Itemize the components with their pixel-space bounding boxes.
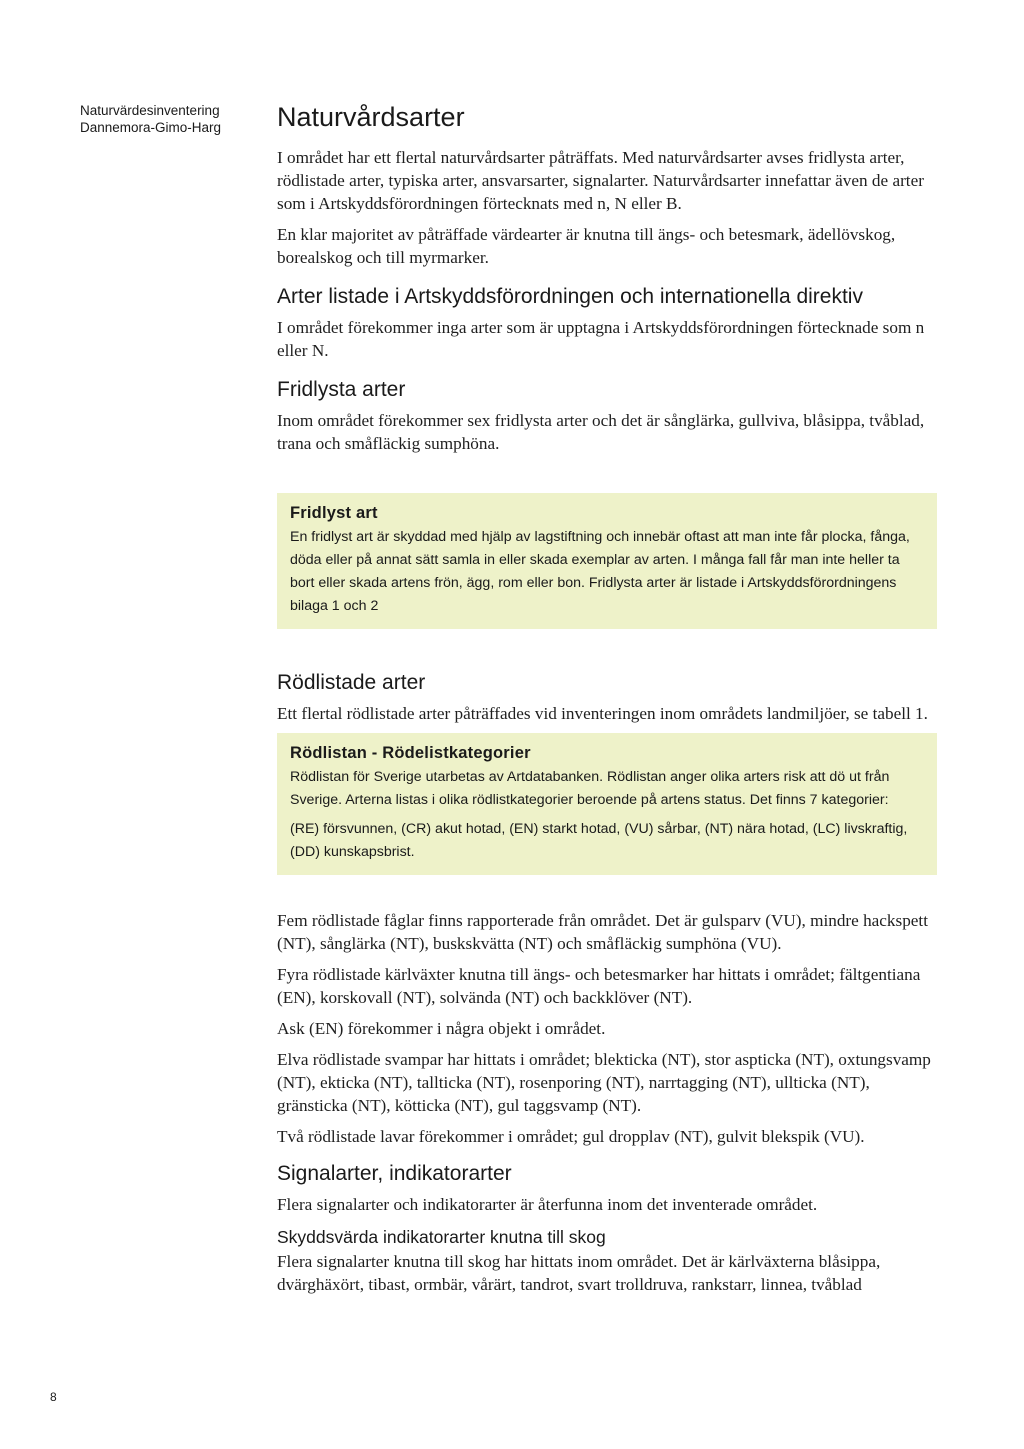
fridlyst-box-title: Fridlyst art [290, 504, 378, 522]
running-header-line1: Naturvärdesinventering [80, 103, 220, 118]
rodlistan-box-text-2: (RE) försvunnen, (CR) akut hotad, (EN) starkt hotad, (VU) sårbar, (NT) nära hotad, (LC) livskraftig, (DD) kunskapsbrist. [290, 821, 908, 860]
heading-fridlysta: Fridlysta arter [277, 378, 406, 401]
fridlyst-box-text: En fridlyst art är skyddad med hjälp av lagstiftning och innebär oftast att man inte får plocka, fånga, döda eller på annat sätt samla in eller skada exemplar av arten. I många fall får man inte heller ta bort eller skada artens frön, ägg, rom eller bon. Fridlysta arter är listade i Artskyddsförordningens bilaga 1 och 2 [290, 529, 910, 614]
fridlysta-paragraph: Inom området förekommer sex fridlysta arter och det är sånglärka, gullviva, blåsippa, tvåblad, trana och småfläckig sumphöna. [277, 411, 925, 453]
rodlistade-faglar-paragraph: Fem rödlistade fåglar finns rapporterade från området. Det är gulsparv (VU), mindre hackspett (NT), sånglärka (NT), buskskvätta (NT) och småfläckig sumphöna (VU). [277, 911, 928, 953]
heading-artskydd: Arter listade i Artskyddsförordningen och internationella direktiv [277, 285, 863, 308]
page-title: Naturvårdsarter [277, 102, 465, 132]
rodlistade-intro-paragraph: Ett flertal rödlistade arter påträffades vid inventeringen inom områdets landmiljöer, se tabell 1. [277, 704, 928, 723]
rodlistade-karlvaxter-paragraph: Fyra rödlistade kärlväxter knutna till ängs- och betesmarker har hittats i området; fältgentiana (EN), korskovall (NT), solvända (NT) och backklöver (NT). [277, 965, 921, 1007]
signalarter-paragraph: Flera signalarter och indikatorarter är återfunna inom det inventerade området. [277, 1195, 818, 1214]
ask-paragraph: Ask (EN) förekommer i några objekt i området. [277, 1019, 606, 1038]
intro-paragraph-1: I området har ett flertal naturvårdsarter påträffats. Med naturvårdsarter avses fridlysta arter, rödlistade arter, typiska arter, ansvarsarter, signalarter. Naturvårdsarter innefattar även de arter som i Artskyddsförordningen förtecknats med n, N eller B. [277, 148, 924, 213]
page-number: 8 [50, 1390, 57, 1404]
artskydd-paragraph: I området förekommer inga arter som är upptagna i Artskyddsförordningen förtecknade som n eller N. [277, 318, 925, 360]
rodlistade-lavar-paragraph: Två rödlistade lavar förekommer i området; gul dropplav (NT), gulvit blekspik (VU). [277, 1127, 865, 1146]
running-header-line2: Dannemora-Gimo-Harg [80, 120, 222, 135]
heading-rodlistade: Rödlistade arter [277, 671, 426, 694]
intro-paragraph-2: En klar majoritet av påträffade värdearter är knutna till ängs- och betesmark, ädellövskog, borealskog och till myrmarker. [277, 225, 896, 267]
heading-signalarter: Signalarter, indikatorarter [277, 1162, 512, 1185]
running-header [80, 102, 260, 136]
heading-skog: Skyddsvärda indikatorarter knutna till skog [277, 1227, 606, 1247]
skog-paragraph: Flera signalarter knutna till skog har hittats inom området. Det är kärlväxterna blåsippa, dvärghäxört, tibast, ormbär, vårärt, tandrot, svart trolldruva, rankstarr, linnea, tvåblad [277, 1252, 881, 1294]
rodlistan-box-title: Rödlistan - Rödelistkategorier [290, 744, 531, 762]
rodlistan-box-text-1: Rödlistan för Sverige utarbetas av Artdatabanken. Rödlistan anger olika arters risk att dö ut från Sverige. Arterna listas i olika rödlistkategorier beroende på artens status. Det finns 7 kategorier: [290, 769, 890, 808]
rodlistade-svampar-paragraph: Elva rödlistade svampar har hittats i området; blekticka (NT), stor aspticka (NT), oxtungsvamp (NT), ekticka (NT), tallticka (NT), rosenporing (NT), narrtagging (NT), ullticka (NT), gränsticka (NT), kötticka (NT), gul taggsvamp (NT). [277, 1050, 931, 1115]
rodlistan-info-box [277, 733, 937, 875]
fridlyst-info-box [277, 493, 937, 629]
main-content [277, 100, 937, 1304]
